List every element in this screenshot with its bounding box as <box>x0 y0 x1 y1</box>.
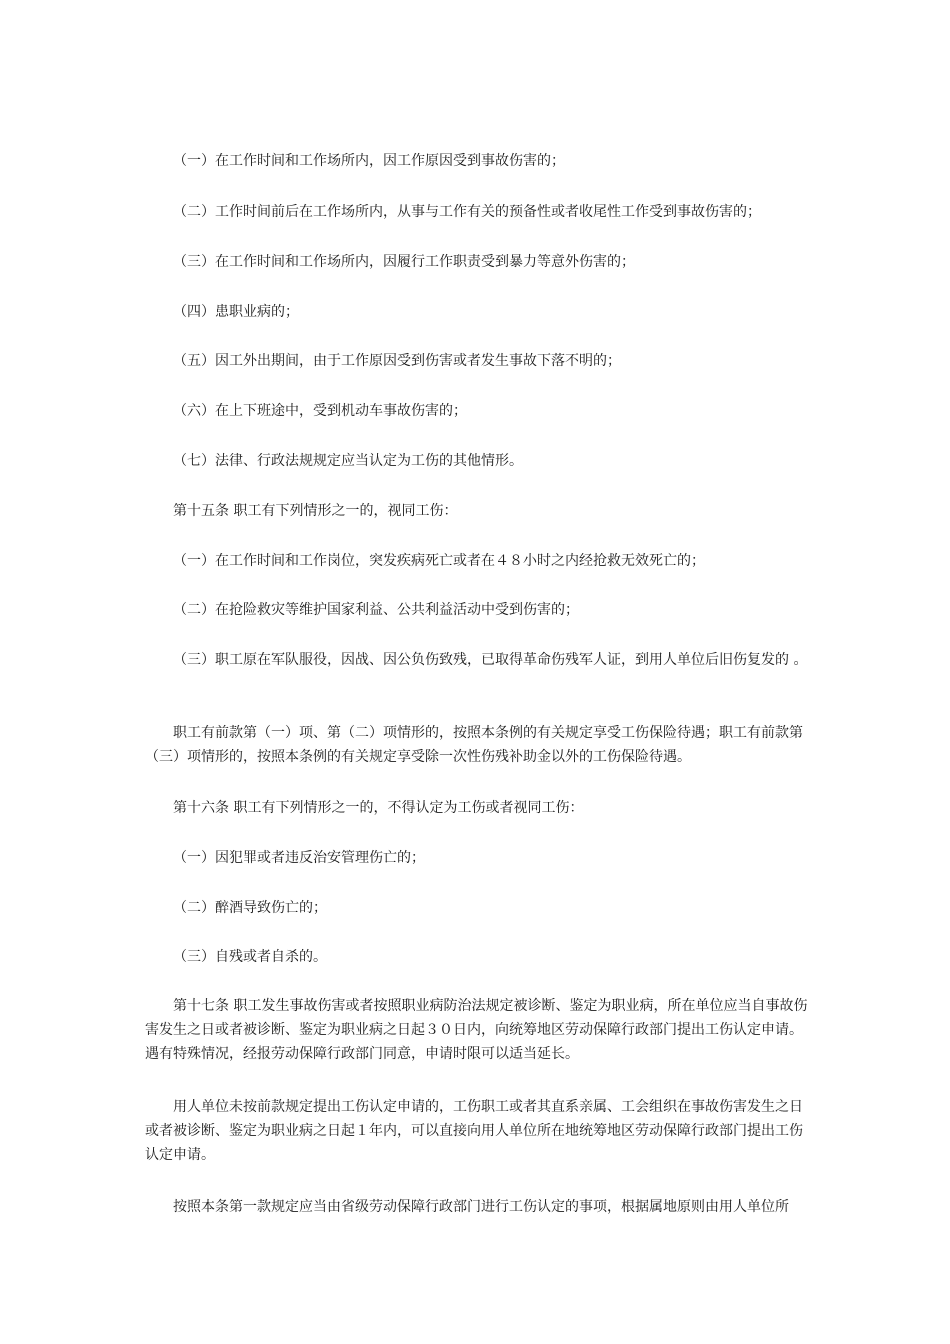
paragraph: （三）自残或者自杀的。 <box>173 949 327 965</box>
paragraph: （七）法律、行政法规规定应当认定为工伤的其他情形。 <box>173 453 523 469</box>
paragraph: （三）在工作时间和工作场所内，因履行工作职责受到暴力等意外伤害的； <box>173 254 635 270</box>
paragraph: （二）醉酒导致伤亡的； <box>173 900 327 916</box>
paragraph: （五）因工外出期间，由于工作原因受到伤害或者发生事故下落不明的； <box>173 353 621 369</box>
paragraph: 职工有前款第（一）项、第（二）项情形的，按照本条例的有关规定享受工伤保险待遇；职工有前款第（三）项情形的，按照本条例的有关规定享受除一次性伤残补助金以外的工伤保险待遇。 <box>145 725 803 765</box>
article-heading: 第十五条 职工有下列情形之一的，视同工伤： <box>173 503 458 519</box>
paragraph: （一）在工作时间和工作场所内，因工作原因受到事故伤害的； <box>173 153 565 169</box>
article-heading: 第十六条 职工有下列情形之一的，不得认定为工伤或者视同工伤： <box>173 800 584 816</box>
paragraph: （四）患职业病的； <box>173 304 299 320</box>
paragraph: （二）在抢险救灾等维护国家利益、公共利益活动中受到伤害的； <box>173 602 579 618</box>
paragraph: （一）在工作时间和工作岗位，突发疾病死亡或者在４８小时之内经抢救无效死亡的； <box>173 553 705 569</box>
paragraph: （六）在上下班途中，受到机动车事故伤害的； <box>173 403 467 419</box>
paragraph: 按照本条第一款规定应当由省级劳动保障行政部门进行工伤认定的事项，根据属地原则由用人单位所 <box>173 1199 789 1215</box>
paragraph: 用人单位未按前款规定提出工伤认定申请的，工伤职工或者其直系亲属、工会组织在事故伤害发生之日或者被诊断、鉴定为职业病之日起１年内，可以直接向用人单位所在地统筹地区劳动保障行政部门提出工伤认定申请。 <box>145 1099 803 1163</box>
paragraph: 第十七条 职工发生事故伤害或者按照职业病防治法规定被诊断、鉴定为职业病，所在单位应当自事故伤害发生之日或者被诊断、鉴定为职业病之日起３０日内，向统筹地区劳动保障行政部门提出工伤认定申请。遇有特殊情况，经报劳动保障行政部门同意，申请时限可以适当延长。 <box>145 998 808 1062</box>
paragraph: （三）职工原在军队服役，因战、因公负伤致残，已取得革命伤残军人证，到用人单位后旧伤复发的 。 <box>173 652 808 668</box>
paragraph: （二）工作时间前后在工作场所内，从事与工作有关的预备性或者收尾性工作受到事故伤害的； <box>173 204 761 220</box>
paragraph: （一）因犯罪或者违反治安管理伤亡的； <box>173 850 425 866</box>
